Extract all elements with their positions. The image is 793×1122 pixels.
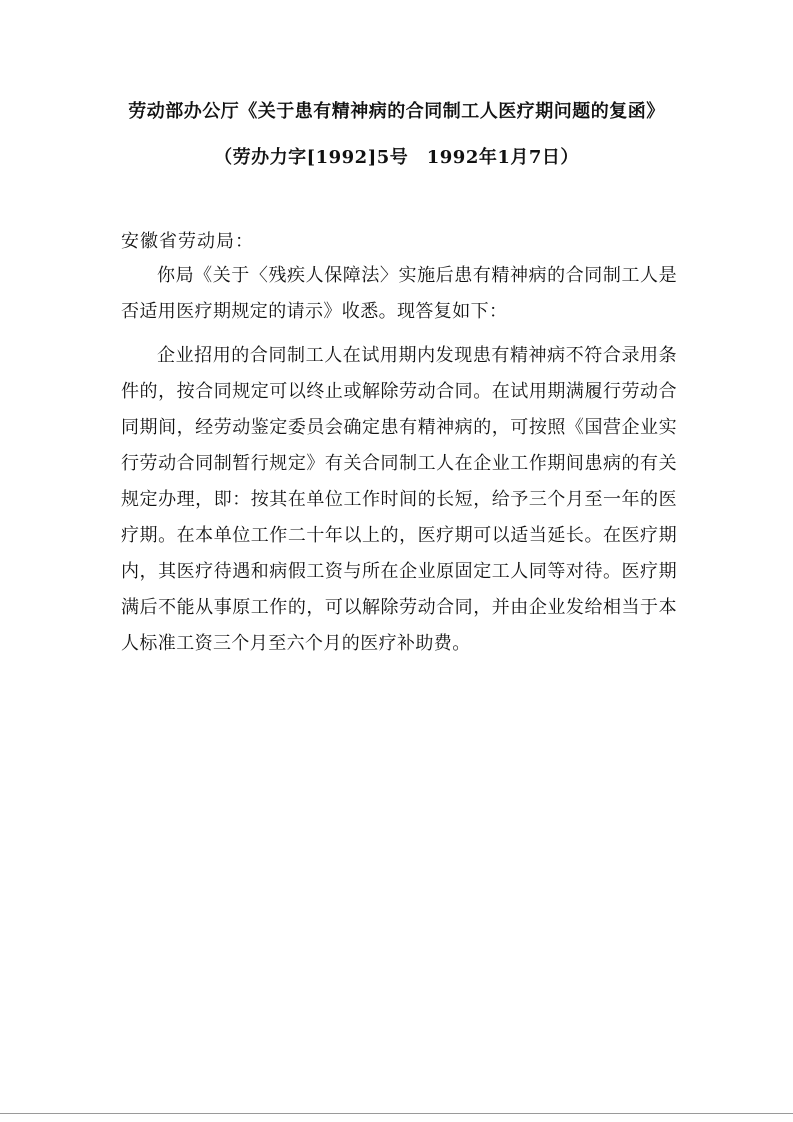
body-paragraph: 企业招用的合同制工人在试用期内发现患有精神病不符合录用条件的，按合同规定可以终止或解除劳动合同。在试用期满履行劳动合同期间，经劳动鉴定委员会确定患有精神病的，可按照《国营企业实行劳动合同制暂行规定》有关合同制工人在企业工作期间患病的有关规定办理，即：按其在单位工作时间的长短，给予三个月至一年的医疗期。在本单位工作二十年以上的，医疗期可以适当延长。在医疗期内，其医疗待遇和病假工资与所在企业原固定工人同等对待。医疗期满后不能从事原工作的，可以解除劳动合同，并由企业发给相当于本人标准工资三个月至六个月的医疗补助费。: [121, 345, 677, 654]
salutation: 安徽省劳动局：: [121, 231, 254, 252]
document-number-and-date: （劳办力字[1992]5号 1992年1月7日）: [214, 147, 579, 168]
document-title: 劳动部办公厅《关于患有精神病的合同制工人医疗期问题的复函》: [128, 101, 665, 122]
page-bottom-divider: [0, 1113, 793, 1114]
body-paragraph: 你局《关于〈残疾人保障法〉实施后患有精神病的合同制工人是否适用医疗期规定的请示》收悉。现答复如下：: [121, 265, 677, 322]
